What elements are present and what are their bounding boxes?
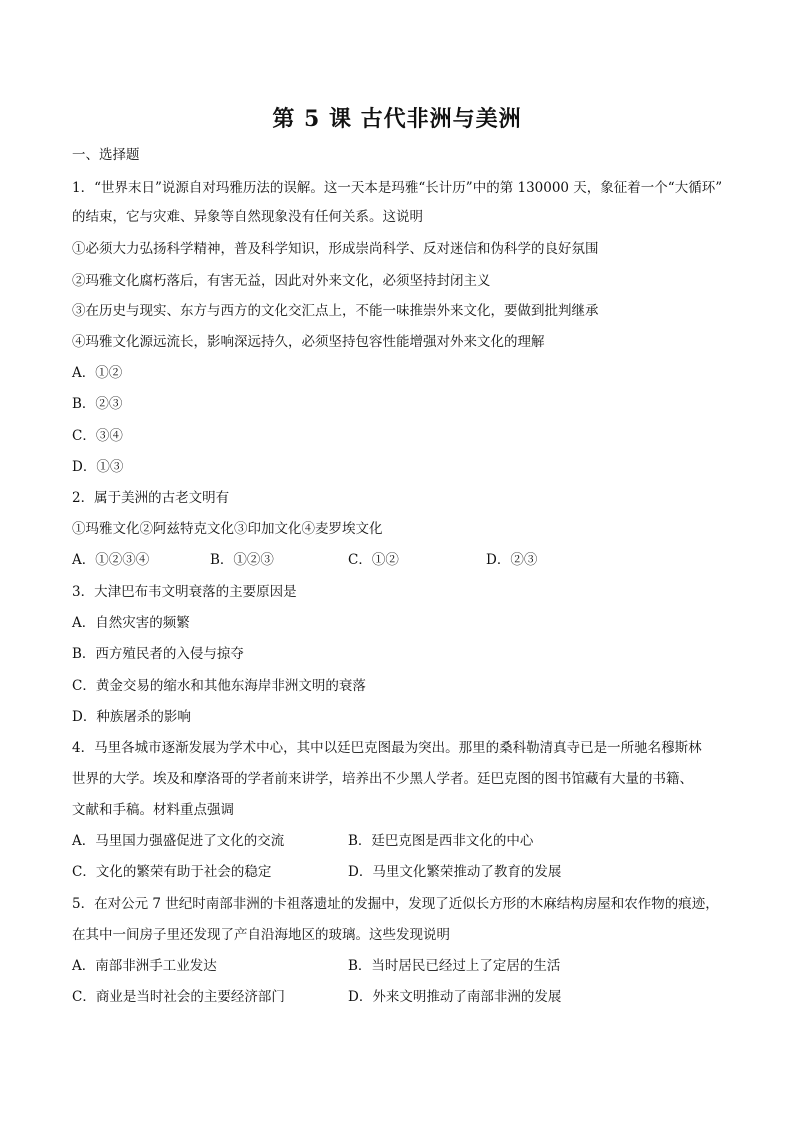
q1-option-d[interactable]: D．①③ — [72, 459, 124, 475]
q4-option-d[interactable]: D．马里文化繁荣推动了教育的发展 — [348, 864, 562, 880]
page-title: 第 5 课 古代非洲与美洲 — [272, 106, 522, 132]
q3-stem: 3．大津巴布韦文明衰落的主要原因是 — [72, 584, 297, 600]
q5-option-b[interactable]: B．当时居民已经过上了定居的生活 — [348, 958, 561, 974]
q4-stem-line3: 文献和手稿。材料重点强调 — [72, 802, 234, 818]
q1-item-3: ③在历史与现实、东方与西方的文化交汇点上，不能一味推崇外来文化，要做到批判继承 — [72, 303, 599, 319]
q1-stem-line2: 的结束，它与灾难、异象等自然现象没有任何关系。这说明 — [72, 209, 423, 225]
q2-option-d[interactable]: D．②③ — [486, 552, 538, 568]
q5-stem-line2: 在其中一间房子里还发现了产自沿海地区的玻璃。这些发现说明 — [72, 927, 450, 943]
q1-stem-line1: 1．“世界末日”说源自对玛雅历法的误解。这一天本是玛雅“长计历”中的第 130000 天，象征着一个“大循环” — [72, 180, 723, 196]
q3-option-d[interactable]: D．种族屠杀的影响 — [72, 709, 191, 725]
q4-option-a[interactable]: A．马里国力强盛促进了文化的交流 — [72, 833, 285, 849]
q4-option-b[interactable]: B．廷巴克图是西非文化的中心 — [348, 833, 534, 849]
q1-option-a[interactable]: A．①② — [72, 365, 123, 381]
q1-option-c[interactable]: C．③④ — [72, 428, 123, 444]
q5-stem-line1: 5．在对公元 7 世纪时南部非洲的卡祖落遗址的发掘中，发现了近似长方形的木麻结构房屋和农作物的痕迹， — [72, 896, 719, 912]
q3-option-b[interactable]: B．西方殖民者的入侵与掠夺 — [72, 646, 244, 662]
q2-stem: 2．属于美洲的古老文明有 — [72, 490, 230, 506]
section-heading: 一、选择题 — [72, 147, 140, 163]
q1-option-b[interactable]: B．②③ — [72, 396, 123, 412]
q3-option-a[interactable]: A．自然灾害的频繁 — [72, 615, 190, 631]
q5-option-d[interactable]: D．外来文明推动了南部非洲的发展 — [348, 989, 562, 1005]
q1-item-1: ①必须大力弘扬科学精神，普及科学知识，形成崇尚科学、反对迷信和伪科学的良好氛围 — [72, 241, 599, 257]
q5-option-a[interactable]: A．南部非洲手工业发达 — [72, 958, 217, 974]
q2-option-c[interactable]: C．①② — [348, 552, 399, 568]
q3-option-c[interactable]: C．黄金交易的缩水和其他东海岸非洲文明的衰落 — [72, 678, 366, 694]
q2-option-a[interactable]: A．①②③④ — [72, 552, 150, 568]
q2-items: ①玛雅文化②阿兹特克文化③印加文化④麦罗埃文化 — [72, 521, 383, 537]
q4-option-c[interactable]: C．文化的繁荣有助于社会的稳定 — [72, 864, 272, 880]
q1-item-2: ②玛雅文化腐朽落后，有害无益，因此对外来文化，必须坚持封闭主义 — [72, 273, 491, 289]
q4-stem-line1: 4．马里各城市逐渐发展为学术中心，其中以廷巴克图最为突出。那里的桑科勒清真寺已是一所驰名穆斯林 — [72, 740, 702, 756]
q4-stem-line2: 世界的大学。埃及和摩洛哥的学者前来讲学，培养出不少黑人学者。廷巴克图的图书馆藏有大量的书籍、 — [72, 771, 693, 787]
q2-option-b[interactable]: B．①②③ — [210, 552, 274, 568]
q1-item-4: ④玛雅文化源远流长，影响深远持久，必须坚持包容性能增强对外来文化的理解 — [72, 334, 545, 350]
q5-option-c[interactable]: C．商业是当时社会的主要经济部门 — [72, 989, 285, 1005]
